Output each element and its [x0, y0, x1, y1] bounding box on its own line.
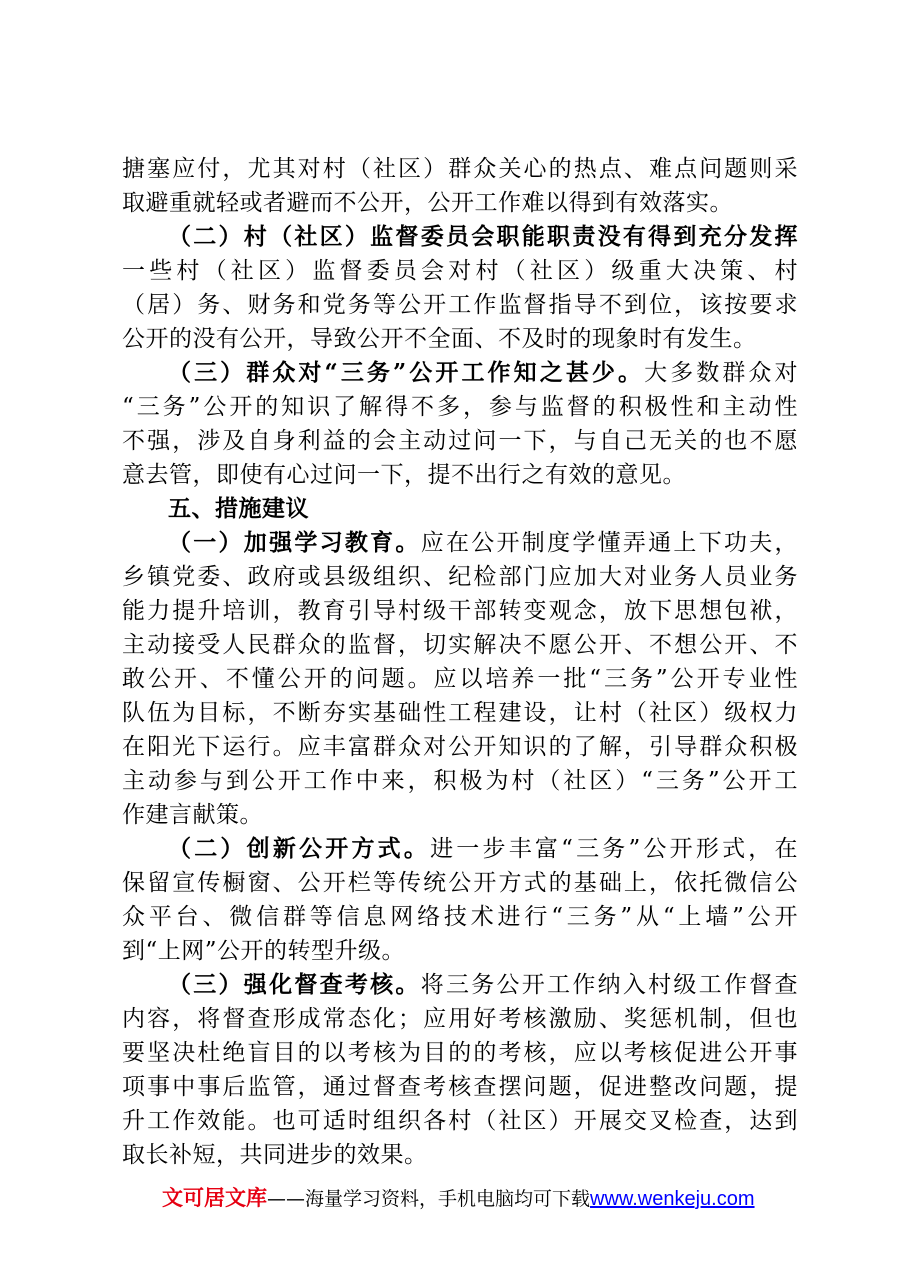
line-text: 进一步丰富“三务”公开形式，在 — [430, 836, 798, 862]
footer-banner — [162, 1183, 755, 1213]
paragraph-line — [122, 1138, 798, 1172]
paragraph-line — [122, 1070, 798, 1104]
line-text: 作建言献策。 — [122, 802, 263, 828]
line-text: “三务”公开的知识了解得不多，参与监督的积极性和主动性 — [122, 394, 798, 420]
subheading-text: （三）强化督查考核。 — [168, 971, 421, 998]
section-heading — [168, 492, 798, 526]
paragraph-line — [122, 424, 798, 458]
paragraph-line — [122, 764, 798, 798]
line-text: 要坚决杜绝盲目的以考核为目的的考核，应以考核促进公开事 — [122, 1040, 798, 1066]
paragraph-line — [122, 254, 798, 288]
paragraph-line — [122, 186, 798, 220]
paragraph-line — [122, 662, 798, 696]
subheading-line — [168, 526, 798, 560]
line-text: 升工作效能。也可适时组织各村（社区）开展交叉检查，达到 — [122, 1108, 798, 1134]
footer-slogan: ——海量学习资料，手机电脑均可下载 — [267, 1188, 591, 1210]
line-text: 取长补短，共同进步的效果。 — [122, 1142, 428, 1168]
paragraph-line — [122, 1002, 798, 1036]
footer-brand: 文可居文库 — [162, 1186, 267, 1210]
line-text: 到“上网”公开的转型升级。 — [122, 938, 406, 964]
line-text: 主动接受人民群众的监督，切实解决不愿公开、不想公开、不 — [122, 632, 798, 658]
paragraph-line — [122, 390, 798, 424]
line-text: 取避重就轻或者避而不公开，公开工作难以得到有效落实。 — [122, 190, 733, 216]
line-text: 保留宣传橱窗、公开栏等传统公开方式的基础上，依托微信公 — [122, 870, 798, 896]
paragraph-line — [122, 288, 798, 322]
line-text: （居）务、财务和党务等公开工作监督指导不到位，该按要求 — [122, 292, 798, 318]
line-text: 一些村（社区）监督委员会对村（社区）级重大决策、村 — [122, 258, 798, 284]
line-text: 内容，将督查形成常态化；应用好考核激励、奖惩机制，但也 — [122, 1006, 798, 1032]
line-text: 在阳光下运行。应丰富群众对公开知识的了解，引导群众积极 — [122, 734, 798, 760]
subheading-line — [168, 832, 798, 866]
paragraph-line — [122, 900, 798, 934]
paragraph-line — [122, 322, 798, 356]
paragraph-line — [122, 934, 798, 968]
line-text: 将三务公开工作纳入村级工作督查 — [420, 972, 799, 998]
paragraph-line — [122, 458, 798, 492]
subheading-text: （一）加强学习教育。 — [168, 529, 421, 556]
subheading-line — [168, 356, 798, 390]
paragraph-line — [122, 730, 798, 764]
line-text: 公开的没有公开，导致公开不全面、不及时的现象时有发生。 — [122, 326, 757, 352]
line-text: 应在公开制度学懂弄通上下功夫， — [420, 530, 799, 556]
paragraph-line — [122, 696, 798, 730]
paragraph-line — [122, 560, 798, 594]
paragraph-line — [122, 594, 798, 628]
subheading-text: （三）群众对“三务”公开工作知之甚少。 — [168, 359, 645, 386]
paragraph-line — [122, 1104, 798, 1138]
line-text: 项事中事后监管，通过督查考核查摆问题，促进整改问题，提 — [122, 1074, 798, 1100]
line-text: 能力提升培训，教育引导村级干部转变观念，放下思想包袱， — [122, 598, 798, 624]
paragraph-line — [122, 798, 798, 832]
line-text: 搪塞应付，尤其对村（社区）群众关心的热点、难点问题则采 — [122, 156, 798, 182]
footer-website-link[interactable]: www.wenkeju.com — [590, 1188, 755, 1210]
paragraph-line — [122, 628, 798, 662]
paragraph-line — [122, 152, 798, 186]
line-text: 主动参与到公开工作中来，积极为村（社区）“三务”公开工 — [122, 768, 798, 794]
line-text: 不强，涉及自身利益的会主动过问一下，与自己无关的也不愿 — [122, 428, 798, 454]
line-text: 队伍为目标，不断夯实基础性工程建设，让村（社区）级权力 — [122, 700, 798, 726]
paragraph-line — [122, 866, 798, 900]
line-text: 意去管，即使有心过问一下，提不出行之有效的意见。 — [122, 462, 686, 488]
subheading-line — [168, 220, 798, 254]
line-text: 众平台、微信群等信息网络技术进行“三务”从“上墙”公开 — [122, 904, 798, 930]
subheading-text: （二）村（社区）监督委员会职能职责没有得到充分发挥 — [168, 223, 798, 250]
subheading-text: （二）创新公开方式。 — [168, 835, 431, 862]
section-heading-text: 五、措施建议 — [168, 496, 309, 522]
subheading-line — [168, 968, 798, 1002]
line-text: 乡镇党委、政府或县级组织、纪检部门应加大对业务人员业务 — [122, 564, 798, 590]
line-text: 大多数群众对 — [644, 360, 799, 386]
line-text: 敢公开、不懂公开的问题。应以培养一批“三务”公开专业性 — [122, 666, 798, 692]
paragraph-line — [122, 1036, 798, 1070]
